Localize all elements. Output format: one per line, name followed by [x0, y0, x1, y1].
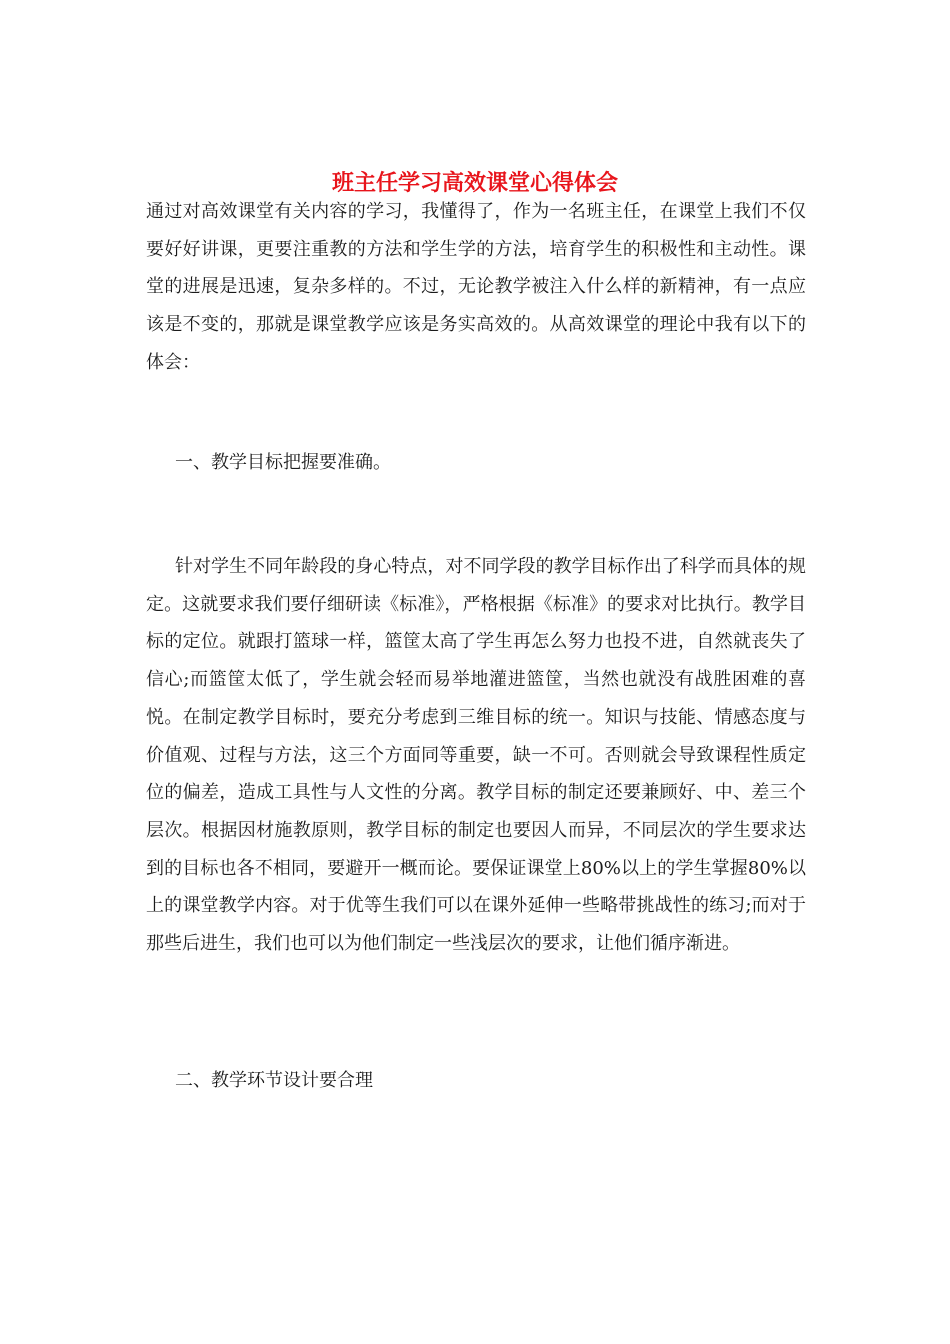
- section-heading-2: 二、教学环节设计要合理: [175, 1070, 373, 1091]
- section-1-paragraph: 针对学生不同年龄段的身心特点，对不同学段的教学目标作出了科学而具体的规定。这就要求我们要仔细研读《标准》，严格根据《标准》的要求对比执行。教学目标的定位。就跟打篮球一样，篮筐太高了学生再怎么努力也投不进，自然就丧失了信心;而篮筐太低了，学生就会轻而易举地灌进篮筐，当然也就没有战胜困难的喜悦。在制定教学目标时，要充分考虑到三维目标的统一。知识与技能、情感态度与价值观、过程与方法，这三个方面同等重要，缺一不可。否则就会导致课程性质定位的偏差，造成工具性与人文性的分离。教学目标的制定还要兼顾好、中、差三个层次。根据因材施教原则，教学目标的制定也要因人而异，不同层次的学生要求达到的目标也各不相同，要避开一概而论。要保证课堂上80%以上的学生掌握80%以上的课堂教学内容。对于优等生我们可以在课外延伸一些略带挑战性的练习;而对于那些后进生，我们也可以为他们制定一些浅层次的要求，让他们循序渐进。: [146, 556, 806, 955]
- intro-paragraph: 通过对高效课堂有关内容的学习，我懂得了，作为一名班主任，在课堂上我们不仅要好好讲课，更要注重教的方法和学生学的方法，培育学生的积极性和主动性。课堂的进展是迅速，复杂多样的。不过，无论教学被注入什么样的新精神，有一点应该是不变的，那就是课堂教学应该是务实高效的。从高效课堂的理论中我有以下的体会：: [146, 201, 806, 373]
- section-heading-1: 一、教学目标把握要准确。: [175, 452, 391, 473]
- document-title: 班主任学习高效课堂心得体会: [331, 169, 618, 196]
